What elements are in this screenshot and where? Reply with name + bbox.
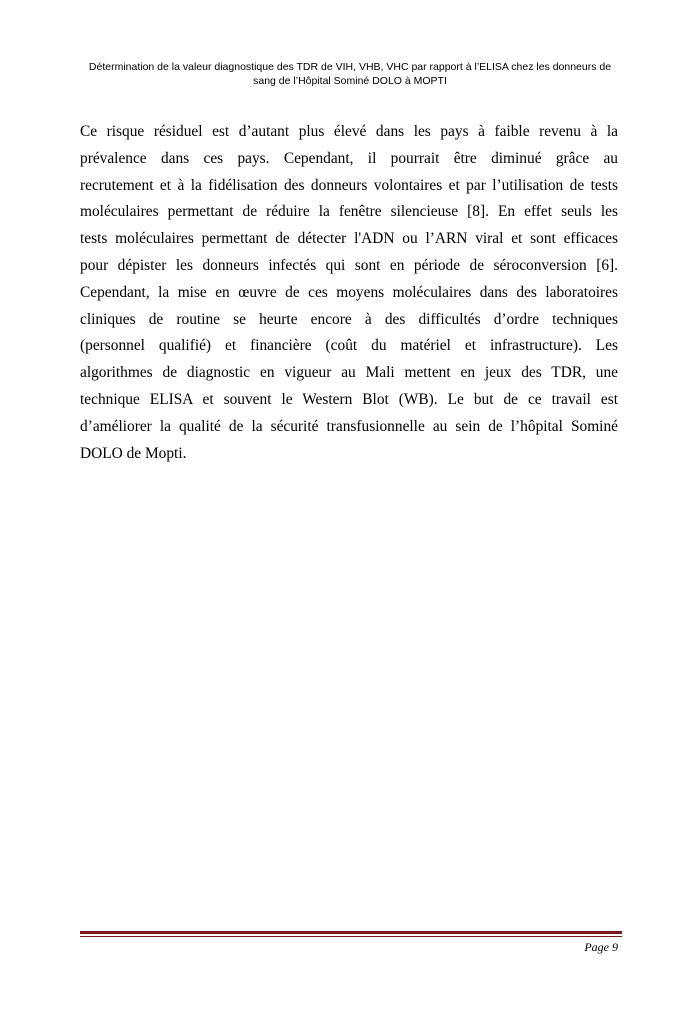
footer-rule-thin — [80, 936, 622, 937]
paragraph-line: pour dépister les donneurs infectés qui sont en période de séroconversion [6]. — [80, 256, 618, 274]
paragraph-line: tests moléculaires permettant de détecter l'ADN ou l’ARN viral et sont efficaces — [80, 230, 618, 248]
paragraph-line: technique ELISA et souvent le Western Blot (WB). Le but de ce travail est — [80, 390, 618, 408]
paragraph-line: (personnel qualifié) et financière (coût du matériel et infrastructure). Les — [80, 337, 618, 355]
header-line-2: sang de l’Hôpital Sominé DOLO à MOPTI — [253, 75, 447, 87]
page-number: Page 9 — [584, 940, 618, 954]
paragraph-line: moléculaires permettant de réduire la fenêtre silencieuse [8]. En effet seuls les — [80, 203, 618, 221]
paragraph-line-last: DOLO de Mopti. — [80, 444, 187, 462]
paragraph-line: d’améliorer la qualité de la sécurité transfusionnelle au sein de l’hôpital Sominé — [80, 417, 618, 435]
paragraph-line: Ce risque résiduel est d’autant plus élevé dans les pays à faible revenu à la — [80, 123, 618, 140]
body-paragraph — [80, 119, 618, 467]
paragraph-line: prévalence dans ces pays. Cependant, il pourrait être diminué grâce au — [80, 149, 618, 167]
paragraph-line: Cependant, la mise en œuvre de ces moyens moléculaires dans des laboratoires — [80, 283, 618, 301]
footer-rule-thick — [80, 931, 622, 934]
running-header — [80, 60, 620, 88]
paragraph-line: algorithmes de diagnostic en vigueur au Mali mettent en jeux des TDR, une — [80, 364, 618, 382]
paragraph-line: cliniques de routine se heurte encore à des difficultés d’ordre techniques — [80, 310, 618, 328]
header-line-1: Détermination de la valeur diagnostique des TDR de VIH, VHB, VHC par rapport à l’ELISA chez les donneurs de — [88, 61, 612, 73]
paragraph-line: recrutement et à la fidélisation des donneurs volontaires et par l’utilisation de tests — [80, 176, 618, 194]
